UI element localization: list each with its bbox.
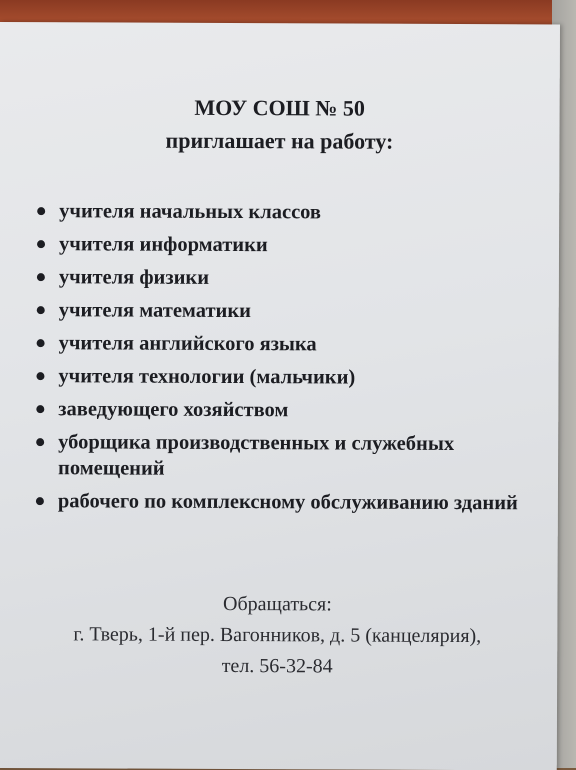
vacancy-text: уборщика производственных и служебных помещений — [58, 431, 455, 480]
notice-paper — [0, 22, 560, 770]
vacancy-text: учителя английского языка — [58, 332, 317, 356]
vacancy-item — [37, 231, 547, 259]
contact-address: г. Тверь, 1-й пер. Вагонников, д. 5 (канцелярия), — [73, 623, 482, 648]
bullet-icon — [37, 240, 45, 248]
vacancy-text: заведующего хозяйством — [58, 398, 289, 422]
vacancy-item — [36, 363, 546, 391]
bullet-icon — [36, 405, 44, 413]
bullet-icon — [37, 273, 45, 281]
bullet-icon — [36, 497, 44, 505]
vacancy-text: учителя начальных классов — [59, 200, 322, 224]
vacancy-item — [37, 297, 547, 325]
bullet-icon — [37, 339, 45, 347]
vacancy-item — [37, 198, 547, 226]
vacancy-text: учителя технологии (мальчики) — [58, 365, 356, 389]
contact-label: Обращаться: — [223, 592, 332, 616]
contact-phone: тел. 56-32-84 — [221, 654, 333, 678]
vacancy-list — [36, 198, 547, 523]
vacancy-text: учителя физики — [58, 266, 210, 289]
vacancy-item — [36, 429, 546, 483]
bullet-icon — [37, 207, 45, 215]
vacancy-item — [37, 264, 547, 292]
vacancy-text: учителя информатики — [58, 233, 268, 257]
vacancy-text: учителя математики — [58, 299, 252, 323]
vacancy-item — [36, 488, 546, 516]
vacancy-item — [37, 330, 547, 358]
bullet-icon — [36, 372, 44, 380]
vacancy-item — [36, 396, 546, 424]
notice-subtitle: приглашает на работу: — [165, 127, 394, 154]
bullet-icon — [36, 438, 44, 446]
vacancy-text: рабочего по комплексному обслуживанию зданий — [57, 490, 518, 515]
notice-title: МОУ СОШ № 50 — [194, 94, 365, 121]
bullet-icon — [37, 306, 45, 314]
